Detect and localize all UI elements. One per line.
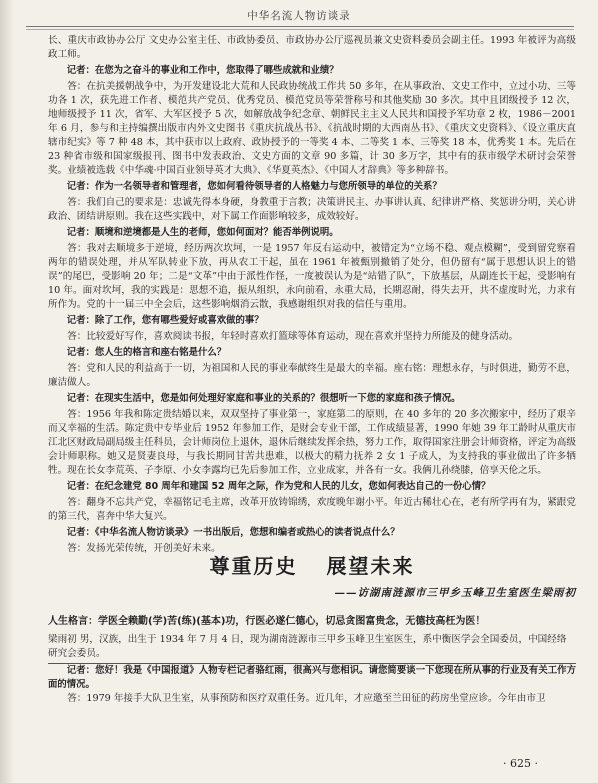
biography: 梁雨初 男，汉族，出生于 1934 年 7 月 4 日，现为湖南涟源市三甲乡玉峰卫生室医生，系中衡医学会全国委员，中国经络研究会委员。 (48, 633, 576, 664)
interview-question: 记者：您人生的格言和座右铭是什么？ (66, 347, 227, 358)
interview-section-2 (48, 540, 576, 706)
interview-answer: 答：党和人民的利益高于一切，为祖国和人民的事业奉献终生是最大的幸福。座右铭：理想永存，与时俱进，勤劳不息，廉洁做人。 (48, 363, 576, 388)
interview-question: 记者：在现实生活中，您是如何处理好家庭和事业的关系的？很想听一下您的家庭和孩子情况。 (66, 393, 461, 404)
interview-question: 记者：作为一名领导者和管理者，您如何看待领导者的人格魅力与您所领导的单位的关系？ (66, 181, 442, 192)
header-rule (26, 26, 574, 27)
section-2-body (48, 664, 576, 706)
interview-answer: 答：1956 年我和陈定贵结婚以来，双双坚持了事业第一，家庭第二的原则，在 40 多年的 20 多次搬家中，经历了艰辛而又幸福的生活。陈定贵中专毕业后 1952 年参加工作，是财会专业干部，工作成绩显著，1990 年她 39 年工龄时从重庆市江北区财政局副局级主任科员，会计师岗位上退休，退休后继续发挥余热，努力工作，取得国家注册会计师资格，评定为高级会计师职称。她又是贤妻良母，与我长期同甘苦共患难，以极大的精力抚养 2 女 1 子成人，为支持我的事业做出了许多牺牲。现在长女李荒英、子李原、小女李露均已先后参加工作，立业成家，并各有一女。我俩儿孙绕膝，倍享天伦之乐。 (48, 409, 576, 476)
section-title-part2: 展望未来 (326, 554, 415, 578)
section-title-part1: 尊重历史 (209, 554, 298, 578)
interview-answer: 答：我对去顺境多于逆境，经历两次坎坷，一是 1957 年反右运动中，被错定为“立场不稳、观点模糊”，受到留党察看两年的错误处理，并从军队转业下放，再从农工干起，虽在 1961 年被甄别撤销了处分，但仍留有“属于思想认识上的错误”的尾巴，受影响 20 年；二是“文革”中由于派性作怪，一度被误认为是“站错了队”，下放基层，从副连长干起，受影响有 10 年。面对坎坷，我的实践是：思想不追，振从组织，永向前看，永重大局，长期忍耐，得失去开，共不虚度时光，力求有所作为。党的十一届三中全会后，这些影响烟消云散，我感谢组织对我的信任与重用。 (48, 243, 576, 310)
header-rule-secondary (26, 29, 574, 30)
interview-answer: 答：在抗美援朝战争中，为开发建设北大荒和人民政协统战工作共 50 多年，在从事政治、文史工作中，立过小功、三等功各 1 次，获先进工作者、模范共产党员、优秀党员、模范党员等荣誉称号和其他奖励 30 多次。其中且团级授予 12 次，地师级授予 11 次，省军、大军区授予 5 次，如解放战争纪念章、朝鲜民主主义人民共和国授予军功章 2 枚，1986－2001 年 6 月，参与和主持编撰出版市内外文史图书《重庆抗战丛书》、《抗战时期的大西南丛书》、《重庆文史资料》、《设立重庆直辖市纪实》等 7 种 48 本，其中获市以上政府、政协授予的一等奖 4 本、二等奖 1 本、三等奖 18 本，优秀奖 1 本。先后在 23 种省市级和国家级报刊、图书中发表政治、文史方面的文章 90 多篇，计 30 多万字，其中有的获市级学术研讨会荣誉奖。业绩被选载《中华魂·中国百业领导英才大典》、《华夏英杰》、《中国人才辞典》等多种辞书。 (48, 81, 576, 176)
interview-question: 记者：顺境和逆境都是人生的老师，您如何面对？能否举例说明。 (66, 227, 339, 238)
life-motto: 人生格言：学医全赖勤(学)苦(练)(基本)功，行医必遂仁德心，切忌贪图富贵念，无德技高枉为医！ (48, 616, 486, 627)
running-head: 中华名流人物访谈录 (247, 10, 351, 22)
section-title (48, 550, 576, 579)
interview-question: 记者：除了工作，您有哪些爱好或喜欢做的事？ (66, 315, 264, 326)
interview-question: 记者：您好！我是《中国报道》人物专栏记者骆红雨，很高兴与您相识。请您简要谈一下您现在所从事的行业及有关工作方面的情况。 (48, 665, 576, 690)
interview-answer: 答：翻身不忘共产党，幸福铭记毛主席，改革开放铸锦绣，欢度晚年谢小平。年近古稀壮心在，老有所学再有为，紧跟党的第三代，喜奔中华大复兴。 (48, 497, 576, 522)
interview-answer: 答：1979 年接手大队卫生室，从事预防和医疗双重任务。近几年，才应邀至兰田征的药房坐堂应诊。今年由市卫 (67, 693, 546, 704)
interview-answer: 长、重庆市政协办公厅 文史办公室主任、市政协委员、市政协办公厅巡视员兼文史资料委员会副主任。1993 年被评为高级政工师。 (48, 35, 576, 60)
interview-answer: 答：比较爱好写作，喜欢阅读书报，年轻时喜欢打篮球等体育运动，现在喜欢并坚持力所能及的健身活动。 (67, 331, 519, 342)
interview-question: 记者：在纪念建党 80 周年和建国 52 周年之际，作为党和人民的儿女，您如何表达自己的一份心情？ (66, 481, 491, 492)
interview-question: 记者：在您为之奋斗的事业和工作中，您取得了哪些成就和业绩？ (66, 65, 339, 76)
page-number: · 625 · (503, 757, 538, 770)
binding-shadow (0, 0, 14, 783)
interview-answer: 答：发扬光荣传统，开创美好未来。 (67, 543, 221, 554)
interview-body (48, 34, 576, 558)
interview-question: 记者：《中华名流人物访谈录》一书出版后，您想和编者或热心的读者说点什么？ (66, 527, 400, 538)
interview-answer: 答：我们自己的要求是：忠诚先得本身硬，身教重于言教；决策讲民主、办事讲认真、纪律讲严格、奖惩讲分明，关心讲政治、团结讲原则。我在这些实践中，对下属工作面影响较多，成效较好。 (48, 197, 576, 222)
section-subtitle: ——访湖南涟源市三甲乡玉峰卫生室医生梁雨初 (334, 587, 576, 599)
